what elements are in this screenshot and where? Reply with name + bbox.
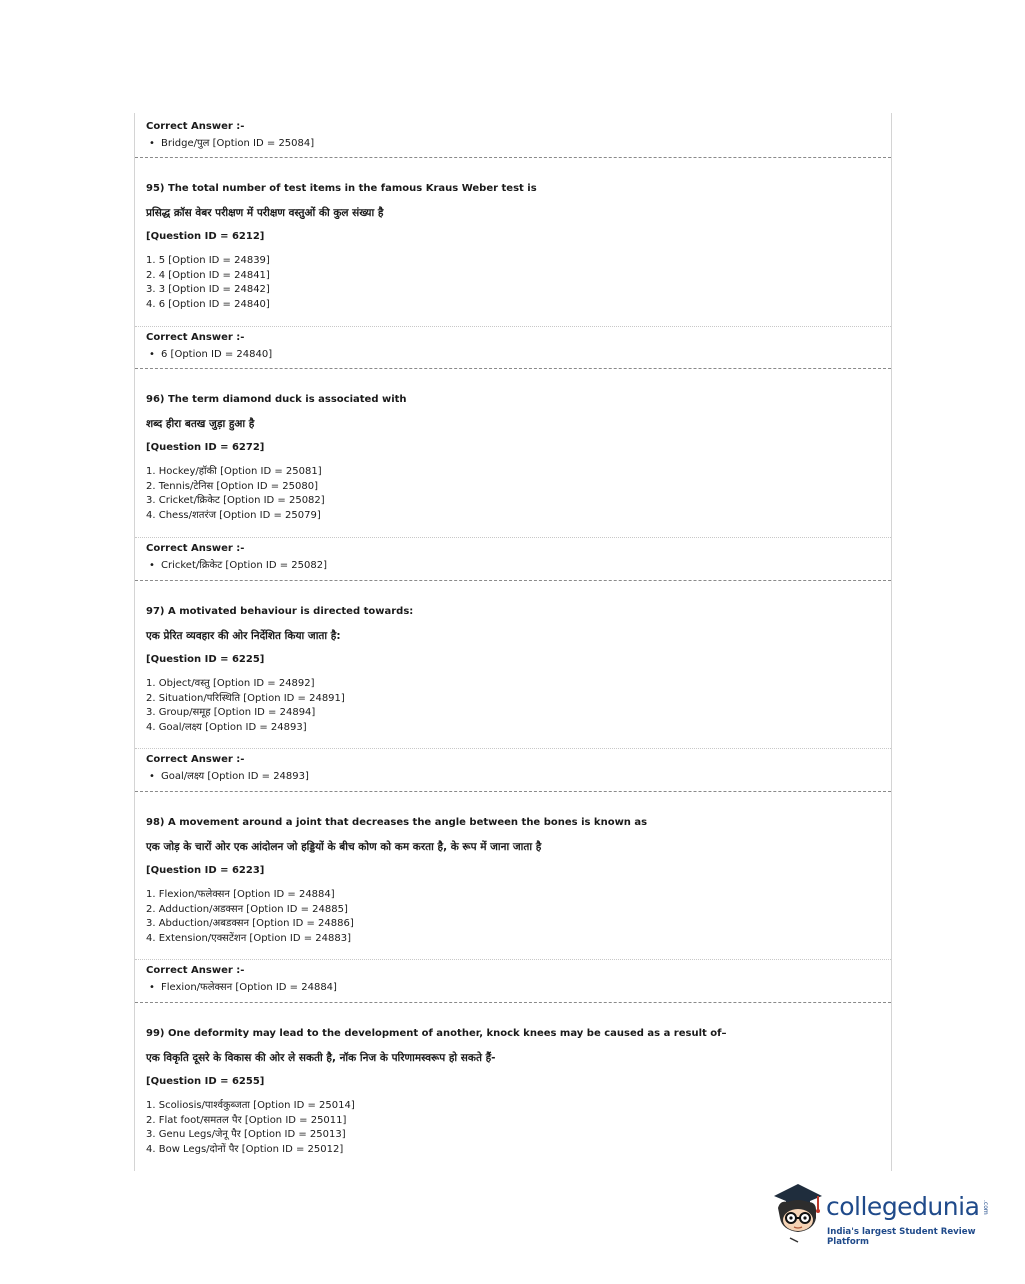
option-item: 2. Adduction/अडक्सन [Option ID = 24885]: [146, 903, 348, 915]
option-item: 1. Object/वस्तु [Option ID = 24892]: [146, 678, 315, 689]
answer-item: [146, 137, 891, 151]
option-item: 4. Extension/एक्सटेंशन [Option ID = 24883]: [146, 932, 351, 944]
answer-text: Cricket/क्रिकेट [Option ID = 25082]: [161, 560, 327, 571]
option-item: 1. 5 [Option ID = 24839]: [146, 255, 270, 266]
question-block-99: [135, 1027, 891, 1157]
question-title: 95) The total number of test items in the famous Kraus Weber test is: [146, 183, 537, 194]
collegedunia-logo[interactable]: [768, 1178, 998, 1248]
option-list: [146, 465, 891, 523]
brand-tagline: India's largest Student Review Platform: [827, 1227, 976, 1247]
question-title: 96) The term diamond duck is associated with: [146, 394, 407, 405]
answer-block-98: [135, 964, 891, 995]
option-item: 3. Genu Legs/जेनू पैर [Option ID = 25013]: [146, 1129, 346, 1141]
option-item: 1. Hockey/हॉकी [Option ID = 25081]: [146, 466, 322, 477]
answer-divider: [135, 959, 891, 960]
question-block-98: [135, 816, 891, 946]
answer-item: [146, 348, 891, 362]
previous-answer-block: [135, 120, 891, 151]
answer-item: [146, 770, 891, 784]
question-id: [Question ID = 6223]: [146, 865, 265, 876]
option-list: [146, 254, 891, 312]
question-separator: [135, 368, 891, 369]
answer-heading: Correct Answer :-: [146, 754, 245, 765]
answer-heading: Correct Answer :-: [146, 332, 245, 343]
question-block-97: [135, 605, 891, 735]
question-id: [Question ID = 6255]: [146, 1076, 265, 1087]
answer-block-96: [135, 542, 891, 573]
answer-divider: [135, 537, 891, 538]
option-item: 3. Abduction/अबडक्सन [Option ID = 24886]: [146, 918, 354, 930]
option-item: 3. 3 [Option ID = 24842]: [146, 284, 270, 296]
brand-domain: .com: [982, 1200, 989, 1215]
question-hindi: एक विकृति दूसरे के विकास की ओर ले सकती है, नॉक निज के परिणामस्वरूप हो सकते हैं-: [146, 1052, 496, 1064]
option-list: [146, 677, 891, 735]
bullet-icon: •: [149, 982, 155, 993]
answer-item: [146, 559, 891, 573]
question-title: 97) A motivated behaviour is directed towards:: [146, 606, 414, 617]
answer-text: Flexion/फलेक्सन [Option ID = 24884]: [161, 982, 337, 993]
question-paper-page: [134, 113, 892, 1171]
option-item: 4. Goal/लक्ष्य [Option ID = 24893]: [146, 721, 307, 733]
question-title: 99) One deformity may lead to the development of another, knock knees may be caused as a result of–: [146, 1028, 727, 1039]
option-item: 2. Tennis/टेनिस [Option ID = 25080]: [146, 480, 318, 492]
bullet-icon: •: [149, 560, 155, 571]
mascot-icon: [768, 1178, 824, 1244]
option-item: 1. Scoliosis/पार्श्वकुब्जता [Option ID = 25014]: [146, 1100, 355, 1111]
answer-item: [146, 981, 891, 995]
option-item: 2. Flat foot/समतल पैर [Option ID = 25011]: [146, 1114, 347, 1126]
answer-divider: [135, 748, 891, 749]
option-item: 2. 4 [Option ID = 24841]: [146, 269, 270, 281]
question-hindi: प्रसिद्ध क्रॉस वेबर परीक्षण में परीक्षण वस्तुओं की कुल संख्या है: [146, 207, 384, 219]
option-list: [146, 888, 891, 946]
question-block-96: [135, 393, 891, 523]
answer-block-97: [135, 753, 891, 784]
option-item: 3. Group/समूह [Option ID = 24894]: [146, 707, 316, 719]
question-separator: [135, 157, 891, 158]
brand-name: collegedunia: [826, 1192, 980, 1221]
bullet-icon: •: [149, 138, 155, 149]
option-item: 4. 6 [Option ID = 24840]: [146, 298, 270, 310]
question-separator: [135, 1002, 891, 1003]
question-hindi: एक जोड़ के चारों ओर एक आंदोलन जो हड्डियों के बीच कोण को कम करता है, के रूप में जाना जाता है: [146, 841, 542, 853]
option-item: 4. Bow Legs/दोनों पैर [Option ID = 25012]: [146, 1143, 344, 1155]
option-item: 2. Situation/परिस्थिति [Option ID = 24891]: [146, 692, 345, 704]
question-id: [Question ID = 6272]: [146, 442, 265, 453]
option-item: 3. Cricket/क्रिकेट [Option ID = 25082]: [146, 495, 325, 507]
answer-text: Bridge/पुल [Option ID = 25084]: [161, 138, 315, 149]
answer-heading: Correct Answer :-: [146, 965, 245, 976]
question-block-95: [135, 182, 891, 312]
answer-heading: Correct Answer :-: [146, 121, 245, 132]
answer-block-95: [135, 331, 891, 362]
option-list: [146, 1099, 891, 1157]
question-separator: [135, 580, 891, 581]
bullet-icon: •: [149, 771, 155, 782]
question-separator: [135, 791, 891, 792]
answer-heading: Correct Answer :-: [146, 543, 245, 554]
answer-text: Goal/लक्ष्य [Option ID = 24893]: [161, 771, 309, 782]
question-hindi: एक प्रेरित व्यवहार की ओर निर्देशित किया जाता है:: [146, 630, 341, 642]
bullet-icon: •: [149, 349, 155, 360]
answer-text: 6 [Option ID = 24840]: [161, 349, 273, 360]
option-item: 1. Flexion/फलेक्सन [Option ID = 24884]: [146, 889, 335, 900]
option-item: 4. Chess/शतरंज [Option ID = 25079]: [146, 509, 321, 521]
question-id: [Question ID = 6212]: [146, 231, 265, 242]
question-hindi: शब्द हीरा बतख जुड़ा हुआ है: [146, 418, 255, 430]
answer-divider: [135, 326, 891, 327]
question-id: [Question ID = 6225]: [146, 654, 265, 665]
question-title: 98) A movement around a joint that decreases the angle between the bones is known as: [146, 817, 648, 828]
